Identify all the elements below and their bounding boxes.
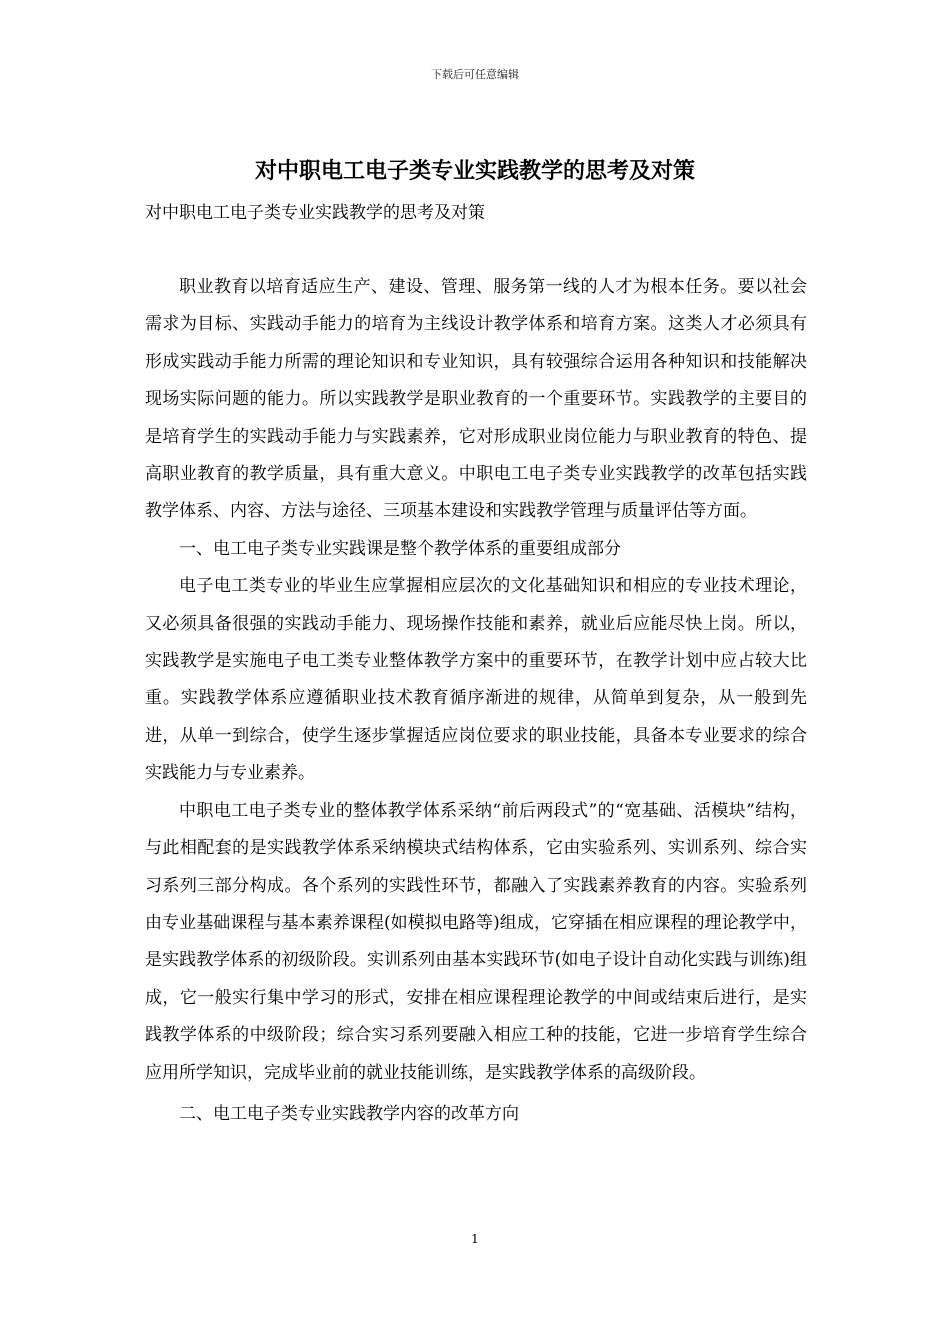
document-title: 对中职电工电子类专业实践教学的思考及对策 — [254, 158, 695, 184]
paragraph-section-1b: 中职电工电子类专业的整体教学体系采纳“前后两段式”的“宽基础、活模块”结构，与此相配套的是实践教学体系采纳模块式结构体系，它由实验系列、实训系列、综合实习系列三部分构成。各个系列的实践性环节，都融入了实践素养教育的内容。实验系列由专业基础课程与基本素养课程(如模拟电路等)组成，它穿插在相应课程的理论教学中，是实践教学体系的初级阶段。实训系列由基本实践环节(如电子设计自动化实践与训练)组成，它一般实行集中学习的形式，安排在相应课程理论教学的中间或结束后进行，是实践教学体系的中级阶段；综合实习系列要融入相应工种的技能，它进一步培育学生综合应用所学知识，完成毕业前的就业技能训练，是实践教学体系的高级阶段。 — [145, 800, 807, 1083]
document-subtitle: 对中职电工电子类专业实践教学的思考及对策 — [145, 203, 485, 223]
paragraph-intro: 职业教育以培育适应生产、建设、管理、服务第一线的人才为根本任务。要以社会需求为目标、实践动手能力的培育为主线设计教学体系和培育方案。这类人才必须具有形成实践动手能力所需的理论知识和专业知识，具有较强综合运用各种知识和技能解决现场实际问题的能力。所以实践教学是职业教育的一个重要环节。实践教学的主要目的是培育学生的实践动手能力与实践素养，它对形成职业岗位能力与职业教育的特色、提高职业教育的教学质量，具有重大意义。中职电工电子类专业实践教学的改革包括实践教学体系、内容、方法与途径、三项基本建设和实践教学管理与质量评估等方面。 — [145, 277, 807, 522]
page-number: 1 — [471, 1232, 479, 1246]
section-heading-1: 一、电工电子类专业实践课是整个教学体系的重要组成部分 — [179, 538, 621, 559]
document-body — [145, 269, 807, 1133]
section-heading-2: 二、电工电子类专业实践教学内容的改革方向 — [179, 1103, 519, 1124]
header-note: 下载后可任意编辑 — [431, 68, 519, 81]
paragraph-section-1a: 电子电工类专业的毕业生应掌握相应层次的文化基础知识和相应的专业技术理论，又必须具备很强的实践动手能力、现场操作技能和素养，就业后应能尽快上岗。所以，实践教学是实施电子电工类专业整体教学方案中的重要环节，在教学计划中应占较大比重。实践教学体系应遵循职业技术教育循序渐进的规律，从简单到复杂，从一般到先进，从单一到综合，使学生逐步掌握适应岗位要求的职业技能，具备本专业要求的综合实践能力与专业素养。 — [145, 576, 807, 784]
